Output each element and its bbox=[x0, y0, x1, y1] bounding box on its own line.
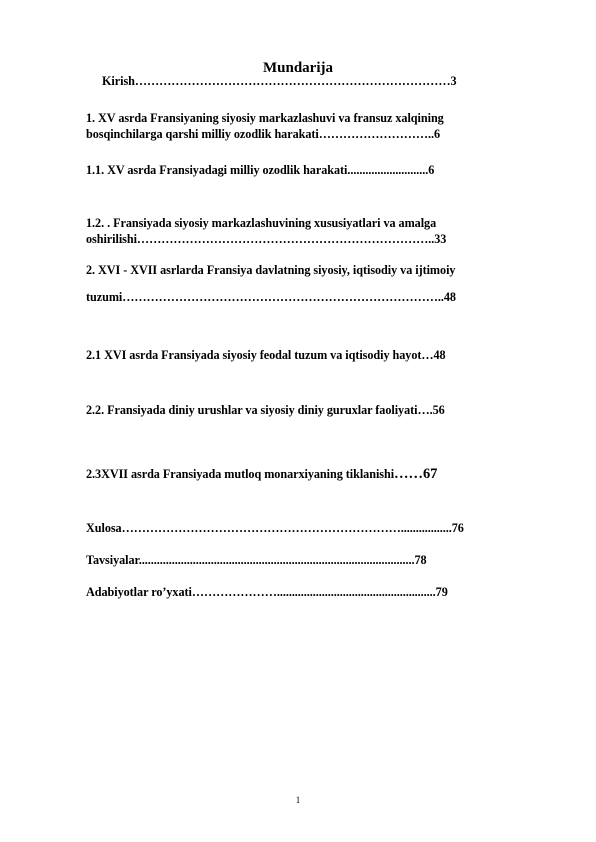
toc-entry-2-3 bbox=[86, 466, 437, 483]
toc-entry-2-2: 2.2. Fransiyada diniy urushlar va siyosiy diniy guruxlar faoliyati….56 bbox=[86, 403, 445, 417]
toc-entry-2-line-1: 2. XVI - XVII asrlarda Fransiya davlatning siyosiy, iqtisodiy va ijtimoiy bbox=[86, 263, 456, 277]
toc-entry-adabiyotlar: Adabiyotlar ro’yxati………………….....................................................79 bbox=[86, 585, 448, 599]
toc-entry-2-1: 2.1 XVI asrda Fransiyada siyosiy feodal tuzum va iqtisodiy hayot…48 bbox=[86, 348, 446, 362]
toc-entry-1-1: 1.1. XV asrda Fransiyadagi milliy ozodlik harakati...........................6 bbox=[86, 163, 435, 177]
toc-entry-2-line-2: tuzumi……………………………………………………………………..48 bbox=[86, 290, 456, 304]
toc-entry-1-2-line-1: 1.2. . Fransiyada siyosiy markazlashuvining xususiyatlari va amalga bbox=[86, 216, 437, 230]
page-number: 1 bbox=[295, 795, 301, 805]
toc-entry-1-line-2: bosqinchilarga qarshi milliy ozodlik harakati………………………..6 bbox=[86, 127, 441, 141]
toc-entry-2-3-text: 2.3XVII asrda Fransiyada mutloq monarxiyaning tiklanishi bbox=[86, 467, 395, 481]
toc-entry-2-3-page: ……67 bbox=[394, 466, 438, 482]
toc-title: Mundarija bbox=[262, 60, 333, 76]
toc-entry-xulosa: Xulosa…………………………………………………………….................76 bbox=[86, 521, 464, 535]
toc-entry-1-2-line-2: oshirilishi………………………………………………………………..33 bbox=[86, 232, 447, 246]
toc-entry-tavsiyalar: Tavsiyalar............................................................................................78 bbox=[86, 553, 427, 567]
toc-entry-1-line-1: 1. XV asrda Fransiyaning siyosiy markazlashuvi va fransuz xalqining bbox=[86, 111, 444, 125]
toc-entry-kirish: Kirish……………………………………………………………………3 bbox=[102, 74, 457, 88]
